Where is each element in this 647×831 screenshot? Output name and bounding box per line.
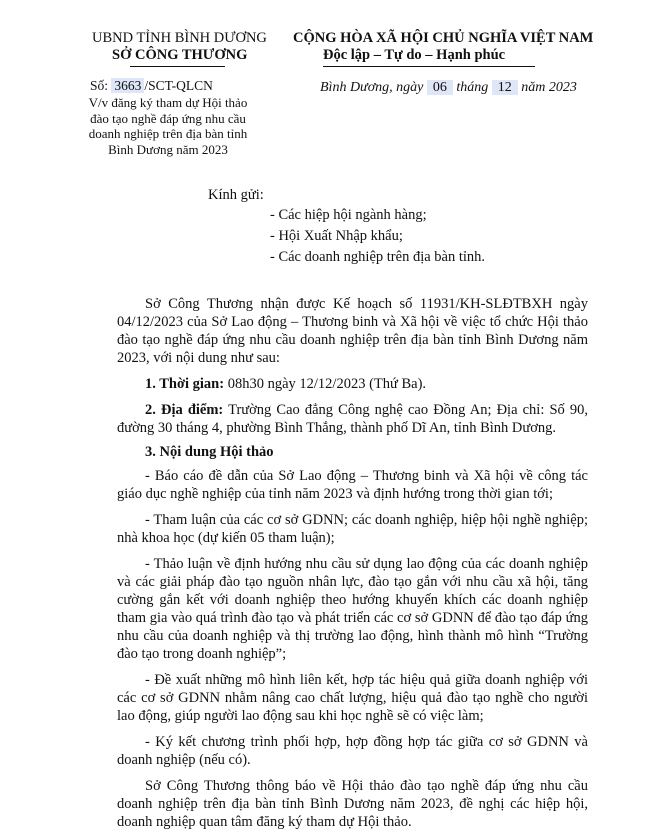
date-prefix: Bình Dương, ngày [320,80,424,95]
recipient-item: - Các hiệp hội ngành hàng; [270,207,427,223]
agency-parent: UBND TỈNH BÌNH DƯƠNG [92,30,267,46]
recipients-greeting: Kính gửi: [208,187,264,203]
place-value: Trường Cao đẳng Công nghệ cao Đồng An; Địa chỉ: Số 90, đường 30 tháng 4, phường Bình Thắng, thành phố Dĩ An, tỉnh Bình Dương. [117,402,588,436]
recipient-item: - Hội Xuất Nhập khẩu; [270,228,403,244]
document-body [117,295,588,831]
time-value: 08h30 ngày 12/12/2023 (Thứ Ba). [227,376,427,392]
doc-number-prefix: Số: [90,78,109,93]
document-subject: V/v đăng ký tham dự Hội thảo đào tạo nghề đáp ứng nhu cầu doanh nghiệp trên địa bàn tỉnh Bình Dương năm 2023 [88,95,248,157]
issue-date [320,80,577,96]
content-item: - Thảo luận về định hướng nhu cầu sử dụng lao động của các doanh nghiệp và các giải pháp đào tạo nguồn nhân lực, đào tạo gắn với nhu cầu xã hội, tăng cường gắn kết với doanh nghiệp theo hướng khuyến khích các doanh nghiệp tham gia vào quá trình đào tạo và phát triển các cơ sở GDNN để đào tạo đáp ứng nhu cầu của doanh nghiệp và thị trường lao động, hình thành mô hình “Trường đào tạo trong doanh nghiệp”; [117,556,588,662]
content-item: - Ký kết chương trình phối hợp, hợp đồng hợp tác giữa cơ sở GDNN và doanh nghiệp (nếu có). [117,734,588,768]
content-label: 3. Nội dung Hội thảo [145,444,274,460]
place-label: 2. Địa điểm: [145,402,224,418]
date-day: 06 [427,80,453,95]
national-title: CỘNG HÒA XÃ HỘI CHỦ NGHĨA VIỆT NAM [293,30,594,46]
motto-underline [323,66,535,67]
doc-number-suffix: /SCT-QLCN [144,78,213,93]
place-paragraph [117,401,588,437]
doc-number-value: 3663 [111,78,144,93]
intro-paragraph: Sở Công Thương nhận được Kế hoạch số 11931/KH-SLĐTBXH ngày 04/12/2023 của Sở Lao động – Thương binh và Xã hội về việc tổ chức Hội thảo đào tạo nghề đáp ứng nhu cầu doanh nghiệp trên địa bàn tỉnh Bình Dương năm 2023, với nội dung như sau: [117,296,588,366]
date-month: 12 [492,80,518,95]
recipient-item: - Các doanh nghiệp trên địa bàn tỉnh. [270,249,486,265]
time-label: 1. Thời gian: [145,376,225,392]
content-item: - Đề xuất những mô hình liên kết, hợp tác hiệu quả giữa doanh nghiệp với các cơ sở GDNN nhằm nâng cao chất lượng, hiệu quả đào tạo nghề cho người lao động, giúp người lao động sau khi học nghề sẽ có việc làm; [117,672,588,724]
time-paragraph [117,375,588,393]
date-year: năm 2023 [521,80,577,95]
content-item: - Báo cáo đề dẫn của Sở Lao động – Thương binh và Xã hội về công tác giáo dục nghề nghiệp của tỉnh năm 2023 và định hướng trong thời gian tới; [117,468,588,502]
closing-paragraph: Sở Công Thương thông báo về Hội thảo đào tạo nghề đáp ứng nhu cầu doanh nghiệp trên địa bàn tỉnh Bình Dương năm 2023, đề nghị các hiệp hội, doanh nghiệp quan tâm đăng ký tham dự Hội thảo. [117,778,588,830]
agency-underline [130,66,225,67]
content-heading [117,443,588,461]
date-month-label: tháng [456,80,489,95]
document-number [90,78,213,94]
agency-name: SỞ CÔNG THƯƠNG [112,47,248,63]
content-item: - Tham luận của các cơ sở GDNN; các doanh nghiệp, hiệp hội nghề nghiệp; nhà khoa học (dự kiến 05 tham luận); [117,512,588,546]
national-motto: Độc lập – Tự do – Hạnh phúc [323,47,506,63]
